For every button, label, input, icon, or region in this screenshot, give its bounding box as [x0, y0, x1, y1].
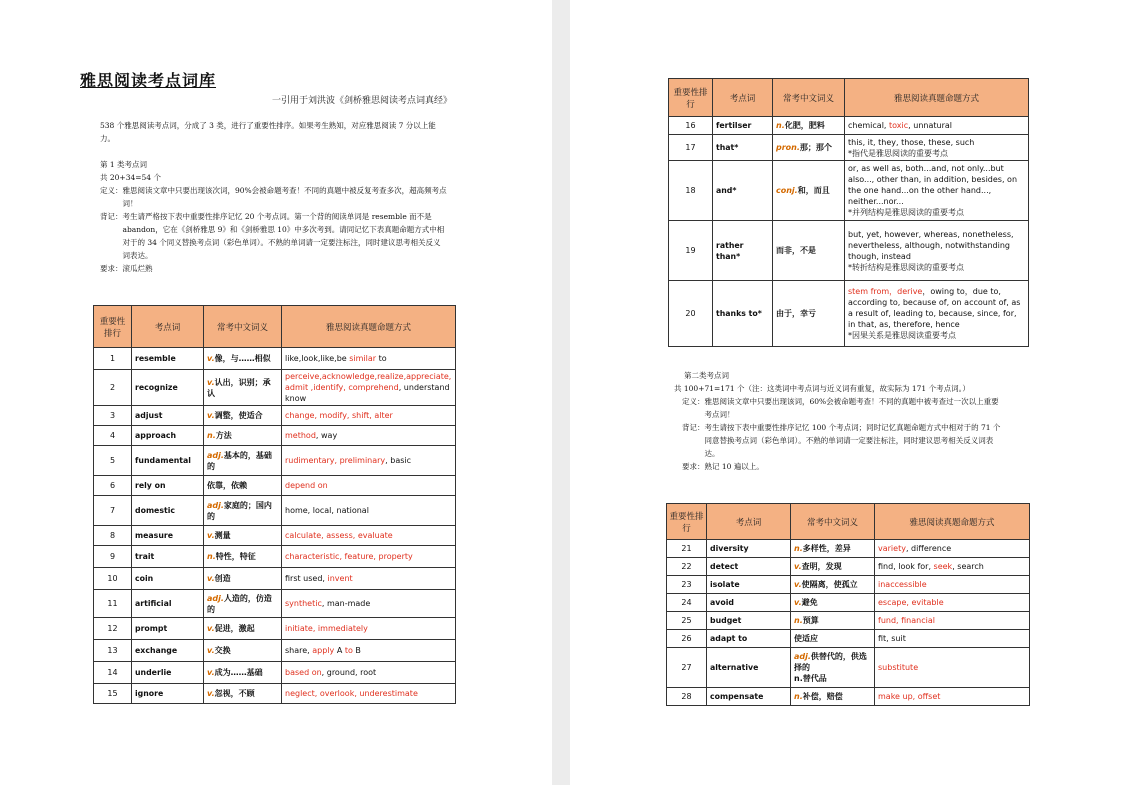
column-header: 常考中文词义 [773, 79, 845, 117]
rank-cell: 1 [94, 348, 132, 370]
table-row [94, 406, 456, 426]
usage-cell [282, 348, 456, 370]
usage-text: ，owing to，due to, according to, because of, on account of, as a result of, leading to, because, since, for, in that, as, therefore, hence *因果关系是雅思阅读重要考点 [848, 287, 1021, 340]
meaning-text: 而非，不是 [776, 246, 816, 255]
section2-recite [662, 421, 1002, 460]
section2-heading: 第二类考点词 [684, 371, 729, 380]
table-header-row [669, 79, 1029, 117]
rank-cell: 22 [667, 558, 707, 576]
usage-text: but, yet, however, whereas, nonetheless, nevertheless, although, notwithstanding though, instead *转折结构是雅思阅读的重要考点 [848, 229, 1014, 272]
table-row [94, 526, 456, 546]
table-row [669, 135, 1029, 161]
usage-text: first used, [285, 574, 328, 583]
rank-cell: 10 [94, 568, 132, 590]
keyword-cell: recognize [132, 370, 204, 406]
vocab-table-2 [668, 78, 1029, 347]
meaning-text: 忽视，不顾 [214, 689, 255, 698]
synonym-highlight: inaccessible [878, 580, 927, 589]
meaning-text: 测量 [214, 531, 231, 540]
column-header: 考点词 [713, 79, 773, 117]
usage-cell [282, 618, 456, 640]
usage-cell [875, 594, 1030, 612]
keyword-cell: fundamental [132, 446, 204, 476]
rank-cell: 26 [667, 630, 707, 648]
keyword-cell: diversity [707, 540, 791, 558]
meaning-cell [204, 546, 282, 568]
usage-cell [282, 590, 456, 618]
keyword-cell: rather than* [713, 221, 773, 281]
usage-text: fit, suit [878, 634, 906, 643]
meaning-text: 人造的，仿造的 [207, 593, 272, 614]
definition-label: 定义： [682, 397, 705, 406]
meaning-text: 像，与……相似 [214, 354, 271, 363]
recite-text: 考生请严格按下表中重要性排序记忆 20 个考点词。第一个背的阅读单词是 resemble 而不是 abandon，它在《剑桥雅思 9》和《剑桥雅思 10》中多次考到。请同记忆下表真题命题方式中相对于的 34 个同义替换考点词（彩色单词）。不熟的单词请一定要注标注，同时建议思考相关反义词表达。 [122, 212, 445, 260]
column-header: 重要性排行 [94, 306, 132, 348]
meaning-cell [791, 558, 875, 576]
rank-cell: 28 [667, 688, 707, 706]
meaning-cell [204, 684, 282, 704]
keyword-cell: underlie [132, 662, 204, 684]
table-row [667, 630, 1030, 648]
rank-cell: 25 [667, 612, 707, 630]
intro-text: 538 个雅思阅读考点词，分成了 3 类，进行了重要性排序。如果考生熟知，对应雅思阅读 7 分以上能力。 [100, 121, 436, 143]
usage-cell [282, 546, 456, 568]
part-of-speech: v. [207, 574, 215, 583]
table-row [667, 612, 1030, 630]
meaning-text: 使隔离，使孤立 [801, 580, 858, 589]
rank-cell: 6 [94, 476, 132, 496]
column-header: 重要性排行 [669, 79, 713, 117]
meaning-cell [204, 406, 282, 426]
rank-cell: 27 [667, 648, 707, 688]
vocab-table-1 [93, 305, 456, 704]
meaning-text: 那；那个 [799, 143, 832, 152]
meaning-text: 调整，使适合 [214, 411, 263, 420]
left-page [0, 0, 552, 785]
meaning-text: 供替代的，供选择的 n.替代品 [794, 652, 867, 683]
meaning-cell [791, 612, 875, 630]
column-header: 考点词 [707, 504, 791, 540]
meaning-text: 特性，特征 [215, 552, 256, 561]
usage-text: , way [315, 431, 338, 440]
rank-cell: 15 [94, 684, 132, 704]
usage-text: or, as well as, both...and, not only...but also..., other than, in addition, besides, on the one hand...on the other hand..., neither...nor... *并列结构是雅思阅读的重要考点 [848, 164, 1018, 217]
usage-text: , basic [385, 456, 412, 465]
table-row [667, 540, 1030, 558]
usage-cell [282, 496, 456, 526]
meaning-cell [791, 594, 875, 612]
table-row [94, 590, 456, 618]
synonym-highlight: synthetic [285, 599, 322, 608]
meaning-cell [204, 476, 282, 496]
section1-require [100, 262, 448, 275]
rank-cell: 5 [94, 446, 132, 476]
keyword-cell: thanks to* [713, 281, 773, 347]
part-of-speech: adj. [794, 652, 811, 661]
meaning-cell [204, 348, 282, 370]
meaning-cell [204, 496, 282, 526]
meaning-text: 促进，激起 [214, 624, 255, 633]
keyword-cell: rely on [132, 476, 204, 496]
synonym-highlight: escape, evitable [878, 598, 944, 607]
keyword-cell: compensate [707, 688, 791, 706]
meaning-text: 基本的，基础的 [207, 450, 272, 471]
meaning-text: 使适应 [794, 634, 818, 643]
meaning-cell [791, 576, 875, 594]
usage-cell [282, 370, 456, 406]
usage-text: , unnatural [908, 121, 952, 130]
usage-text: , understand know [285, 383, 450, 403]
section1-definition [100, 184, 448, 210]
rank-cell: 2 [94, 370, 132, 406]
section1-heading: 第 1 类考点词 [100, 160, 148, 169]
table-row [667, 648, 1030, 688]
synonym-highlight: to [344, 646, 353, 655]
usage-text: share, [285, 646, 313, 655]
usage-cell [875, 688, 1030, 706]
document-subtitle: 一引用于刘洪波《剑桥雅思阅读考点词真经》 [272, 96, 453, 106]
rank-cell: 20 [669, 281, 713, 347]
column-header: 常考中文词义 [791, 504, 875, 540]
usage-text: , ground, root [321, 668, 377, 677]
usage-cell [845, 281, 1029, 347]
usage-cell [282, 426, 456, 446]
keyword-cell: adjust [132, 406, 204, 426]
keyword-cell: detect [707, 558, 791, 576]
synonym-highlight: based on [285, 668, 322, 677]
part-of-speech: v. [794, 598, 802, 607]
section2-require [662, 460, 1002, 473]
synonym-highlight: method [285, 431, 316, 440]
usage-cell [282, 526, 456, 546]
recite-label: 背记： [100, 212, 123, 221]
usage-cell [282, 640, 456, 662]
recite-text: 考生请按下表中重要性排序记忆 100 个考点词；同时记忆真题命题方式中相对于的 71 个同意替换考点词（彩色单词）。不熟的单词请一定要注标注，同时建议思考相关反义词表达。 [704, 423, 1001, 458]
table-row [94, 370, 456, 406]
meaning-cell [204, 446, 282, 476]
table-row [669, 221, 1029, 281]
synonym-highlight: invent [327, 574, 353, 583]
require-label: 要求： [100, 264, 123, 273]
keyword-cell: fertilser [713, 117, 773, 135]
keyword-cell: avoid [707, 594, 791, 612]
definition-text: 雅思阅读文章中只要出现该次词，90%会被命题考查！不同的真题中被反复考查多次，超高频考点词！ [122, 186, 447, 208]
rank-cell: 12 [94, 618, 132, 640]
keyword-cell: exchange [132, 640, 204, 662]
section1-count: 共 20+34=54 个 [100, 173, 161, 182]
usage-cell [875, 648, 1030, 688]
require-text: 熟记 10 遍以上。 [704, 462, 764, 471]
keyword-cell: adapt to [707, 630, 791, 648]
part-of-speech: n. [207, 552, 216, 561]
usage-text: chemical, [848, 121, 890, 130]
column-header: 考点词 [132, 306, 204, 348]
table-row [667, 688, 1030, 706]
meaning-cell [773, 117, 845, 135]
meaning-text: 避免 [801, 598, 818, 607]
keyword-cell: ignore [132, 684, 204, 704]
usage-text: home, local, national [285, 506, 369, 515]
part-of-speech: n. [776, 121, 785, 130]
part-of-speech: v. [207, 354, 215, 363]
table-header-row [94, 306, 456, 348]
synonym-highlight: change, modify, shift, alter [285, 411, 393, 420]
part-of-speech: v. [207, 689, 215, 698]
column-header: 重要性排行 [667, 504, 707, 540]
part-of-speech: v. [794, 562, 802, 571]
column-header: 雅思阅读真题命题方式 [282, 306, 456, 348]
usage-cell [845, 135, 1029, 161]
rank-cell: 19 [669, 221, 713, 281]
synonym-highlight: substitute [878, 663, 919, 672]
keyword-cell: resemble [132, 348, 204, 370]
part-of-speech: conj. [776, 186, 798, 195]
rank-cell: 18 [669, 161, 713, 221]
usage-text: find, look for, [878, 562, 934, 571]
part-of-speech: adj. [207, 450, 224, 460]
meaning-cell [204, 590, 282, 618]
meaning-cell [773, 135, 845, 161]
meaning-text: 家庭的；国内的 [207, 500, 272, 521]
meaning-text: 由于，幸亏 [776, 309, 816, 318]
usage-text: , difference [905, 544, 952, 553]
table-row [94, 446, 456, 476]
require-label: 要求： [682, 462, 705, 471]
meaning-cell [204, 640, 282, 662]
table-row [94, 496, 456, 526]
meaning-text: 查明，发现 [801, 562, 842, 571]
table-row [669, 117, 1029, 135]
meaning-text: 交换 [214, 646, 231, 655]
keyword-cell: measure [132, 526, 204, 546]
synonym-highlight: apply [312, 646, 335, 655]
meaning-text: 依靠，依赖 [207, 481, 247, 490]
intro-paragraph [80, 119, 450, 145]
table-row [94, 476, 456, 496]
meaning-cell [791, 688, 875, 706]
usage-cell [845, 221, 1029, 281]
meaning-text: 创造 [214, 574, 231, 583]
synonym-highlight: make up, offset [878, 692, 941, 701]
vocab-table-3 [666, 503, 1030, 706]
table-row [667, 576, 1030, 594]
keyword-cell: isolate [707, 576, 791, 594]
table-row [94, 426, 456, 446]
rank-cell: 13 [94, 640, 132, 662]
rank-cell: 23 [667, 576, 707, 594]
meaning-text: 多样性，差异 [802, 544, 851, 553]
rank-cell: 9 [94, 546, 132, 568]
section2-definition [662, 395, 1002, 421]
synonym-highlight: calculate, assess, evaluate [285, 531, 393, 540]
meaning-text: 补偿，赔偿 [802, 692, 843, 701]
usage-text: to [376, 354, 387, 363]
keyword-cell: coin [132, 568, 204, 590]
keyword-cell: budget [707, 612, 791, 630]
table-row [667, 558, 1030, 576]
usage-text: this, it, they, those, these, such *指代是雅思阅读的重要考点 [848, 137, 975, 158]
keyword-cell: prompt [132, 618, 204, 640]
usage-cell [875, 540, 1030, 558]
synonym-highlight: perceive,acknowledge,realize,appreciate, admit ,identify, comprehend [285, 372, 452, 392]
usage-cell [282, 684, 456, 704]
synonym-highlight: characteristic, feature, property [285, 552, 413, 561]
synonym-highlight: variety [878, 544, 906, 553]
part-of-speech: v. [794, 580, 802, 589]
column-header: 雅思阅读真题命题方式 [845, 79, 1029, 117]
right-page [570, 0, 1124, 785]
rank-cell: 7 [94, 496, 132, 526]
meaning-text: 认出，识别；承认 [207, 377, 271, 398]
part-of-speech: v. [207, 531, 215, 540]
part-of-speech: pron. [776, 143, 800, 152]
meaning-text: 和，而且 [797, 186, 830, 195]
table-row [669, 161, 1029, 221]
synonym-highlight: seek [933, 562, 953, 571]
meaning-text: 成为……基础 [214, 668, 263, 677]
meaning-cell [204, 568, 282, 590]
rank-cell: 11 [94, 590, 132, 618]
keyword-cell: artificial [132, 590, 204, 618]
keyword-cell: trait [132, 546, 204, 568]
rank-cell: 14 [94, 662, 132, 684]
part-of-speech: v. [207, 668, 215, 677]
synonym-highlight: neglect, overlook, underestimate [285, 689, 418, 698]
table-header-row [667, 504, 1030, 540]
part-of-speech: v. [207, 377, 215, 387]
rank-cell: 17 [669, 135, 713, 161]
usage-text: B [352, 646, 361, 655]
synonym-highlight: stem from，derive [848, 287, 923, 296]
table-row [94, 684, 456, 704]
rank-cell: 21 [667, 540, 707, 558]
keyword-cell: and* [713, 161, 773, 221]
recite-label: 背记： [682, 423, 705, 432]
usage-text: like,look,like,be [285, 354, 350, 363]
table-row [667, 594, 1030, 612]
usage-text: , search [952, 562, 984, 571]
usage-cell [282, 446, 456, 476]
definition-text: 雅思阅读文章中只要出现该词，60%会被命题考查！不同的真题中被考查过一次以上重要考点词！ [704, 397, 999, 419]
synonym-highlight: fund, financial [878, 616, 935, 625]
table-row [94, 618, 456, 640]
usage-cell [845, 161, 1029, 221]
meaning-cell [204, 526, 282, 546]
meaning-cell [773, 221, 845, 281]
usage-cell [875, 612, 1030, 630]
usage-cell [875, 558, 1030, 576]
meaning-text: 化肥，肥料 [784, 121, 825, 130]
usage-cell [282, 476, 456, 496]
part-of-speech: n. [207, 431, 216, 440]
column-header: 常考中文词义 [204, 306, 282, 348]
usage-cell [875, 576, 1030, 594]
keyword-cell: domestic [132, 496, 204, 526]
rank-cell: 16 [669, 117, 713, 135]
rank-cell: 3 [94, 406, 132, 426]
section2-block [662, 369, 1002, 473]
keyword-cell: approach [132, 426, 204, 446]
usage-text: , man-made [321, 599, 371, 608]
rank-cell: 24 [667, 594, 707, 612]
part-of-speech: n. [794, 544, 803, 553]
part-of-speech: n. [794, 616, 803, 625]
part-of-speech: adj. [207, 500, 224, 510]
require-text: 滚瓜烂熟 [122, 264, 153, 273]
part-of-speech: v. [207, 624, 215, 633]
part-of-speech: n. [794, 692, 803, 701]
part-of-speech: v. [207, 411, 215, 420]
column-header: 雅思阅读真题命题方式 [875, 504, 1030, 540]
synonym-highlight: initiate, immediately [285, 624, 368, 633]
meaning-cell [204, 618, 282, 640]
meaning-cell [204, 426, 282, 446]
table-row [669, 281, 1029, 347]
meaning-cell [791, 630, 875, 648]
table-row [94, 348, 456, 370]
part-of-speech: v. [207, 646, 215, 655]
synonym-highlight: toxic [889, 121, 909, 130]
usage-cell [282, 406, 456, 426]
usage-text: A [334, 646, 345, 655]
meaning-cell [204, 662, 282, 684]
meaning-cell [791, 540, 875, 558]
usage-cell [282, 568, 456, 590]
section1-block [100, 158, 448, 275]
table-row [94, 546, 456, 568]
table-row [94, 640, 456, 662]
synonym-highlight: similar [349, 354, 377, 363]
meaning-text: 方法 [215, 431, 232, 440]
meaning-cell [204, 370, 282, 406]
meaning-cell [773, 161, 845, 221]
section2-count: 共 100+71=171 个（注：这类词中考点词与近义词有重复，故实际为 171 个考点词。） [674, 384, 970, 393]
section1-recite [100, 210, 448, 262]
synonym-highlight: depend on [285, 481, 328, 490]
usage-cell [845, 117, 1029, 135]
rank-cell: 8 [94, 526, 132, 546]
table-row [94, 568, 456, 590]
table-row [94, 662, 456, 684]
rank-cell: 4 [94, 426, 132, 446]
usage-cell [875, 630, 1030, 648]
keyword-cell: alternative [707, 648, 791, 688]
definition-label: 定义： [100, 186, 123, 195]
synonym-highlight: rudimentary, preliminary [285, 456, 386, 465]
usage-cell [282, 662, 456, 684]
part-of-speech: adj. [207, 593, 224, 603]
meaning-cell [773, 281, 845, 347]
meaning-text: 预算 [802, 616, 819, 625]
document-title: 雅思阅读考点词库 [80, 71, 217, 90]
meaning-cell [791, 648, 875, 688]
keyword-cell: that* [713, 135, 773, 161]
